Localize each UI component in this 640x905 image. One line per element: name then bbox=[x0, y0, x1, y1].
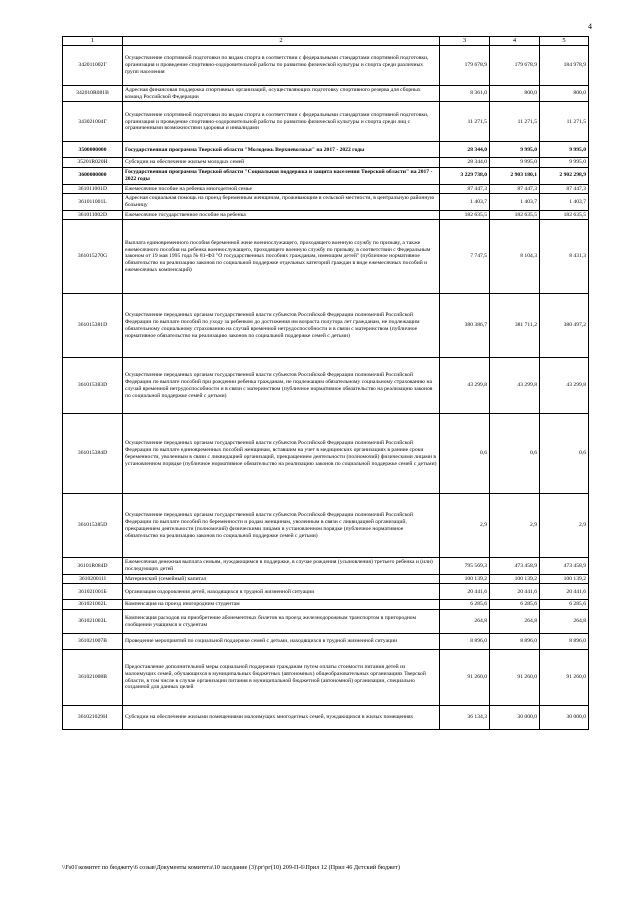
description-cell: Осуществление спортивной подготовки по видам спорта в соответствии с федеральными стандартами спортивной подготовки, организация и проведение спортивно-оздоровительной работы по развитию физической культуры и спорта среди лиц с ограниченными возможностями здоровья и инвалидами bbox=[123, 102, 440, 142]
value-cell-1: 11 271,5 bbox=[440, 102, 490, 142]
description-cell: Осуществление переданных органам государственной власти субъектов Российской Федерации полномочий Российской Федерации по выплате единовременных пособий женщинам, вставшим на учет в медицинских организациях в ранние сроки беременности, уволенным в связи с ликвидацией организаций, прекращением деятельности (полномочий) физическими лицами в установленном порядке (публичное нормативное обязательство на реализацию законов по социальной поддержке семей с детьми) bbox=[123, 414, 440, 494]
code-cell: 361015384D bbox=[63, 414, 123, 494]
table-header-row bbox=[63, 37, 589, 46]
table-row bbox=[63, 610, 589, 634]
value-cell-1: 795 569,3 bbox=[440, 558, 490, 574]
description-cell: Материнский (семейный) капитал bbox=[123, 574, 440, 584]
code-cell: 361021003L bbox=[63, 610, 123, 634]
value-cell-2: 8 896,0 bbox=[490, 634, 540, 650]
page-number: 4 bbox=[588, 22, 592, 31]
code-cell: 342010R081В bbox=[63, 86, 123, 102]
value-cell-3: 2,9 bbox=[540, 494, 589, 558]
value-cell-2: 1 403,7 bbox=[490, 194, 540, 210]
value-cell-3: 264,8 bbox=[540, 610, 589, 634]
table-row bbox=[63, 46, 589, 86]
value-cell-1: 28 344,0 bbox=[440, 142, 490, 158]
value-cell-2: 43 299,8 bbox=[490, 358, 540, 414]
value-cell-3: 6 285,6 bbox=[540, 600, 589, 610]
value-cell-3: 100 139,2 bbox=[540, 574, 589, 584]
code-cell: 361021001Б bbox=[63, 584, 123, 600]
table-row bbox=[63, 168, 589, 184]
value-cell-3: 30 000,0 bbox=[540, 706, 589, 730]
table-row bbox=[63, 584, 589, 600]
code-cell: 35201R020Н bbox=[63, 158, 123, 168]
value-cell-1: 43 299,8 bbox=[440, 358, 490, 414]
table-row bbox=[63, 158, 589, 168]
value-cell-2: 381 711,2 bbox=[490, 294, 540, 358]
value-cell-2: 100 139,2 bbox=[490, 574, 540, 584]
description-cell: Ежемесячная денежная выплата семьям, нуждающимся в поддержке, в случае рождения (усыновления) третьего ребенка и (или) последующих детей bbox=[123, 558, 440, 574]
value-cell-1: 3 229 738,0 bbox=[440, 168, 490, 184]
value-cell-3: 0,6 bbox=[540, 414, 589, 494]
value-cell-2: 2 903 180,1 bbox=[490, 168, 540, 184]
value-cell-2: 6 285,6 bbox=[490, 600, 540, 610]
table-row bbox=[63, 650, 589, 706]
value-cell-1: 36 134,3 bbox=[440, 706, 490, 730]
code-cell: 361021002L bbox=[63, 600, 123, 610]
value-cell-2: 9 995,0 bbox=[490, 158, 540, 168]
description-cell: Проведение мероприятий по социальной поддержке семей с детьми, находящихся в трудной жизненной ситуации bbox=[123, 634, 440, 650]
value-cell-2: 11 271,5 bbox=[490, 102, 540, 142]
value-cell-1: 380 386,7 bbox=[440, 294, 490, 358]
table-row bbox=[63, 142, 589, 158]
value-cell-3: 9 995,0 bbox=[540, 142, 589, 158]
description-cell: Компенсация на проезд иногородним студентам bbox=[123, 600, 440, 610]
value-cell-2: 2,9 bbox=[490, 494, 540, 558]
value-cell-3: 473 458,9 bbox=[540, 558, 589, 574]
value-cell-3: 800,0 bbox=[540, 86, 589, 102]
code-cell: 361011001L bbox=[63, 194, 123, 210]
value-cell-1: 8 896,0 bbox=[440, 634, 490, 650]
column-header: 1 bbox=[63, 37, 123, 46]
code-cell: 361015270G bbox=[63, 220, 123, 294]
description-cell: Субсидии на обеспечение жильем молодых семей bbox=[123, 158, 440, 168]
table-row bbox=[63, 706, 589, 730]
value-cell-3: 87 447,3 bbox=[540, 184, 589, 194]
value-cell-3: 380 497,2 bbox=[540, 294, 589, 358]
value-cell-2: 179 678,9 bbox=[490, 46, 540, 86]
value-cell-1: 0,6 bbox=[440, 414, 490, 494]
value-cell-2: 8 104,3 bbox=[490, 220, 540, 294]
value-cell-2: 87 447,3 bbox=[490, 184, 540, 194]
value-cell-1: 100 139,2 bbox=[440, 574, 490, 584]
code-cell: 361021029Н bbox=[63, 706, 123, 730]
footer-file-path: \\Fs01\комитет по бюджету\6 созыв\Документы комитета\10 заседание (3)\рг\рг(10) 209-П-6\Прил 12 (Прил 46 Детский бюджет) bbox=[62, 864, 400, 871]
table-body bbox=[63, 46, 589, 730]
value-cell-1: 2,9 bbox=[440, 494, 490, 558]
description-cell: Государственная программа Тверской области "Социальная поддержка и защита населения Тверской области" на 2017 - 2022 годы bbox=[123, 168, 440, 184]
value-cell-1: 182 635,5 bbox=[440, 210, 490, 220]
value-cell-2: 264,8 bbox=[490, 610, 540, 634]
table-row bbox=[63, 220, 589, 294]
value-cell-1: 179 678,9 bbox=[440, 46, 490, 86]
code-cell: 361021008B bbox=[63, 650, 123, 706]
description-cell: Осуществление переданных органам государственной власти субъектов Российской Федерации полномочий Российской Федерации по выплате пособий при рождении ребенка гражданам, не подлежащим обязательному социальному страхованию на случай временной нетрудоспособности и в связи с материнством (публичное нормативное обязательство на реализацию законов по социальной поддержке семей с детьми) bbox=[123, 358, 440, 414]
value-cell-2: 182 635,5 bbox=[490, 210, 540, 220]
table-row bbox=[63, 86, 589, 102]
table-row bbox=[63, 634, 589, 650]
value-cell-3: 11 271,5 bbox=[540, 102, 589, 142]
value-cell-2: 91 260,0 bbox=[490, 650, 540, 706]
description-cell: Ежемесячное государственное пособие на ребенка bbox=[123, 210, 440, 220]
column-header: 4 bbox=[490, 37, 540, 46]
code-cell: 361011002D bbox=[63, 210, 123, 220]
description-cell: Осуществление переданных органам государственной власти субъектов Российской Федерации полномочий Российской Федерации по выплате пособий по беременности и родам женщинам, уволенным в связи с ликвидацией организаций, прекращением деятельности (полномочий) физическими лицами в установленном порядке (публичное нормативное обязательство на реализацию законов по социальной поддержке семей с детьми) bbox=[123, 494, 440, 558]
value-cell-2: 0,6 bbox=[490, 414, 540, 494]
value-cell-2: 20 441,6 bbox=[490, 584, 540, 600]
description-cell: Осуществление переданных органам государственной власти субъектов Российской Федерации полномочий Российской Федерации по выплате пособий по уходу за ребенком до достижения им возраста полутора лет гражданам, не подлежащим обязательному социальному страхованию на случай временной нетрудоспособности и в связи с материнством (публичное нормативное обязательство на реализацию законов по социальной поддержке семей с детьми) bbox=[123, 294, 440, 358]
value-cell-2: 9 995,0 bbox=[490, 142, 540, 158]
value-cell-1: 20 441,6 bbox=[440, 584, 490, 600]
value-cell-1: 28 344,0 bbox=[440, 158, 490, 168]
value-cell-1: 6 285,6 bbox=[440, 600, 490, 610]
column-header: 5 bbox=[540, 37, 589, 46]
code-cell: 361015385D bbox=[63, 494, 123, 558]
code-cell: 3600000000 bbox=[63, 168, 123, 184]
value-cell-3: 2 902 298,9 bbox=[540, 168, 589, 184]
description-cell: Государственная программа Тверской области "Молодежь Верхневолжья" на 2017 - 2022 годы bbox=[123, 142, 440, 158]
value-cell-1: 91 260,0 bbox=[440, 650, 490, 706]
value-cell-1: 7 747,5 bbox=[440, 220, 490, 294]
code-cell: 361015381D bbox=[63, 294, 123, 358]
value-cell-1: 87 447,3 bbox=[440, 184, 490, 194]
table-row bbox=[63, 194, 589, 210]
value-cell-3: 20 441,6 bbox=[540, 584, 589, 600]
table-row bbox=[63, 358, 589, 414]
code-cell: 361015383D bbox=[63, 358, 123, 414]
column-header: 3 bbox=[440, 37, 490, 46]
description-cell: Компенсация расходов на приобретение абонементных билетов на проезд железнодорожным транспортом в пригородном сообщении учащимся и студентам bbox=[123, 610, 440, 634]
description-cell: Адресная социальная помощь на проезд беременным женщинам, проживающим в сельской местности, в центральную районную больницу bbox=[123, 194, 440, 210]
value-cell-2: 30 000,0 bbox=[490, 706, 540, 730]
description-cell: Предоставление дополнительной меры социальной поддержки гражданам путем оплаты стоимости питания детей из малоимущих семей, обучающихся в муниципальных бюджетных (автономных) общеобразовательных организациях Тверской области, в том числе в случае организации питания в муниципальной бюджетной (автономной) организации, специально созданной для данных целей bbox=[123, 650, 440, 706]
description-cell: Адресная финансовая поддержка спортивных организаций, осуществляющих подготовку спортивного резерва для сборных команд Российской Федерации bbox=[123, 86, 440, 102]
code-cell: 361011001D bbox=[63, 184, 123, 194]
value-cell-3: 43 299,8 bbox=[540, 358, 589, 414]
code-cell: 36101R084D bbox=[63, 558, 123, 574]
table-row bbox=[63, 558, 589, 574]
value-cell-2: 800,0 bbox=[490, 86, 540, 102]
description-cell: Выплата единовременного пособия беременной жене военнослужащего, проходящего военную службу по призыву, а также ежемесячного пособия на ребенка военнослужащего, проходящего военную службу по призыву, в соответствии с Федеральным законом от 19 мая 1995 года № 81-ФЗ "О государственных пособиях гражданам, имеющим детей" (публичное нормативное обязательство на реализацию законов по социальной поддержке отдельных категорий граждан в виде ежемесячных пособий и ежемесячных компенсаций) bbox=[123, 220, 440, 294]
code-cell: 361021007B bbox=[63, 634, 123, 650]
table-row bbox=[63, 414, 589, 494]
value-cell-2: 473 458,9 bbox=[490, 558, 540, 574]
value-cell-3: 8 431,3 bbox=[540, 220, 589, 294]
code-cell: 343021004Г bbox=[63, 102, 123, 142]
value-cell-3: 182 635,5 bbox=[540, 210, 589, 220]
value-cell-3: 91 260,0 bbox=[540, 650, 589, 706]
table-row bbox=[63, 294, 589, 358]
code-cell: 361020011I bbox=[63, 574, 123, 584]
table-row bbox=[63, 210, 589, 220]
value-cell-1: 264,8 bbox=[440, 610, 490, 634]
table-row bbox=[63, 600, 589, 610]
code-cell: 342011002Г bbox=[63, 46, 123, 86]
value-cell-1: 8 361,0 bbox=[440, 86, 490, 102]
description-cell: Организация оздоровления детей, находящихся в трудной жизненной ситуации bbox=[123, 584, 440, 600]
description-cell: Субсидии на обеспечение жилыми помещениями малоимущих многодетных семей, нуждающихся в жилых помещениях bbox=[123, 706, 440, 730]
value-cell-3: 8 896,0 bbox=[540, 634, 589, 650]
table-row bbox=[63, 574, 589, 584]
value-cell-1: 1 403,7 bbox=[440, 194, 490, 210]
value-cell-3: 1 403,7 bbox=[540, 194, 589, 210]
value-cell-3: 184 978,9 bbox=[540, 46, 589, 86]
value-cell-3: 9 995,0 bbox=[540, 158, 589, 168]
code-cell: 3500000000 bbox=[63, 142, 123, 158]
table-row bbox=[63, 184, 589, 194]
column-header: 2 bbox=[123, 37, 440, 46]
description-cell: Ежемесячное пособие на ребенка многодетной семье bbox=[123, 184, 440, 194]
budget-table bbox=[62, 36, 589, 730]
description-cell: Осуществление спортивной подготовки по видам спорта в соответствии с федеральными стандартами спортивной подготовки, организация и проведение спортивно-оздоровительной работы по развитию физической культуры и спорта среди различных групп населения bbox=[123, 46, 440, 86]
table-row bbox=[63, 494, 589, 558]
table-row bbox=[63, 102, 589, 142]
